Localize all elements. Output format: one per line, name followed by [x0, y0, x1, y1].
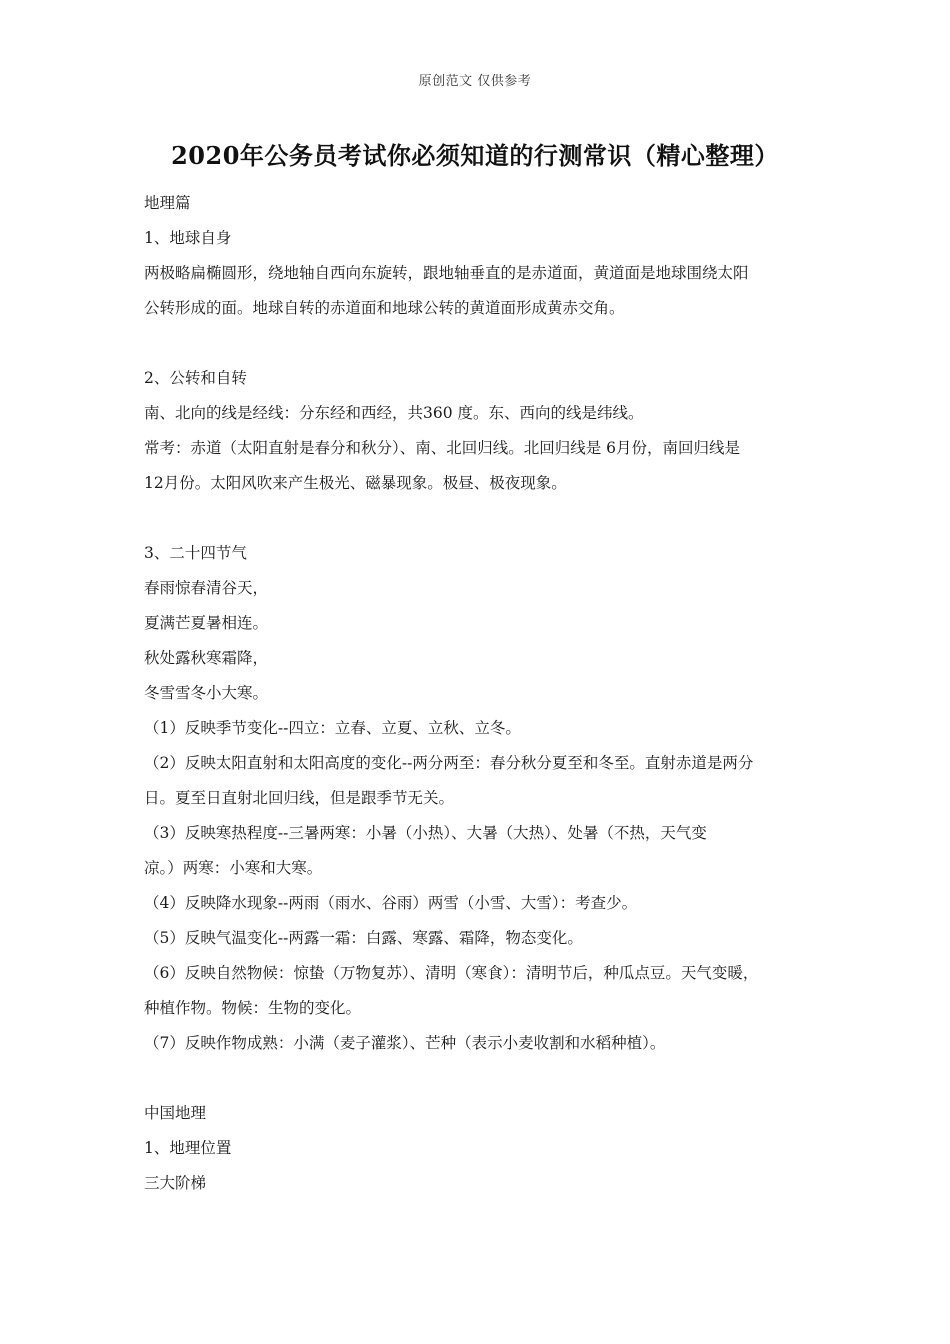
page-header: 原创范文 仅供参考 — [418, 74, 532, 89]
paragraph-line: 三大阶梯 — [144, 1174, 207, 1192]
list-item: （2）反映太阳直射和太阳高度的变化--两分两至：春分秋分夏至和冬至。直射赤道是两分 — [144, 754, 754, 772]
list-item-continuation: 日。夏至日直射北回归线，但是跟季节无关。 — [144, 789, 455, 807]
poem-line: 夏满芒夏暑相连。 — [144, 614, 269, 632]
subsection-heading: 1、地球自身 — [144, 229, 232, 247]
list-item: （1）反映季节变化--四立：立春、立夏、立秋、立冬。 — [144, 719, 521, 737]
paragraph-line: 12月份。太阳风吹来产生极光、磁暴现象。极昼、极夜现象。 — [144, 474, 567, 492]
list-item: （5）反映气温变化--两露一霜：白露、寒露、霜降，物态变化。 — [144, 929, 583, 947]
poem-line: 秋处露秋寒霜降， — [144, 649, 269, 667]
poem-line: 春雨惊春清谷天， — [144, 579, 269, 597]
paragraph-line: 公转形成的面。地球自转的赤道面和地球公转的黄道面形成黄赤交角。 — [144, 299, 625, 317]
subsection-heading: 2、公转和自转 — [144, 369, 247, 387]
poem-line: 冬雪雪冬小大寒。 — [144, 684, 269, 702]
list-item-continuation: 凉。）两寒：小寒和大寒。 — [144, 859, 323, 877]
list-item: （4）反映降水现象--两雨（雨水、谷雨）两雪（小雪、大雪）：考查少。 — [144, 894, 638, 912]
list-item: （6）反映自然物候：惊蛰（万物复苏）、清明（寒食）：清明节后，种瓜点豆。天气变暖， — [144, 964, 759, 982]
section-heading: 中国地理 — [144, 1104, 207, 1122]
document-title: 2020年公务员考试你必须知道的行测常识（精心整理） — [171, 141, 779, 170]
paragraph-line: 南、北向的线是经线：分东经和西经，共360 度。东、西向的线是纬线。 — [144, 404, 644, 422]
blank-line — [144, 326, 824, 361]
subsection-heading: 3、二十四节气 — [144, 544, 247, 562]
list-item-continuation: 种植作物。物候：生物的变化。 — [144, 999, 362, 1017]
subsection-heading: 1、地理位置 — [144, 1139, 232, 1157]
section-heading: 地理篇 — [144, 194, 191, 212]
paragraph-line: 两极略扁椭圆形，绕地轴自西向东旋转，跟地轴垂直的是赤道面，黄道面是地球围绕太阳 — [144, 264, 749, 282]
blank-line — [144, 1061, 824, 1096]
list-item: （7）反映作物成熟：小满（麦子灌浆）、芒种（表示小麦收割和水稻种植）。 — [144, 1034, 666, 1052]
document-body — [144, 186, 824, 1201]
paragraph-line: 常考：赤道（太阳直射是春分和秋分）、南、北回归线。北回归线是 6月份，南回归线是 — [144, 439, 741, 457]
blank-line — [144, 501, 824, 536]
list-item: （3）反映寒热程度--三暑两寒：小暑（小热）、大暑（大热）、处暑（不热，天气变 — [144, 824, 707, 842]
